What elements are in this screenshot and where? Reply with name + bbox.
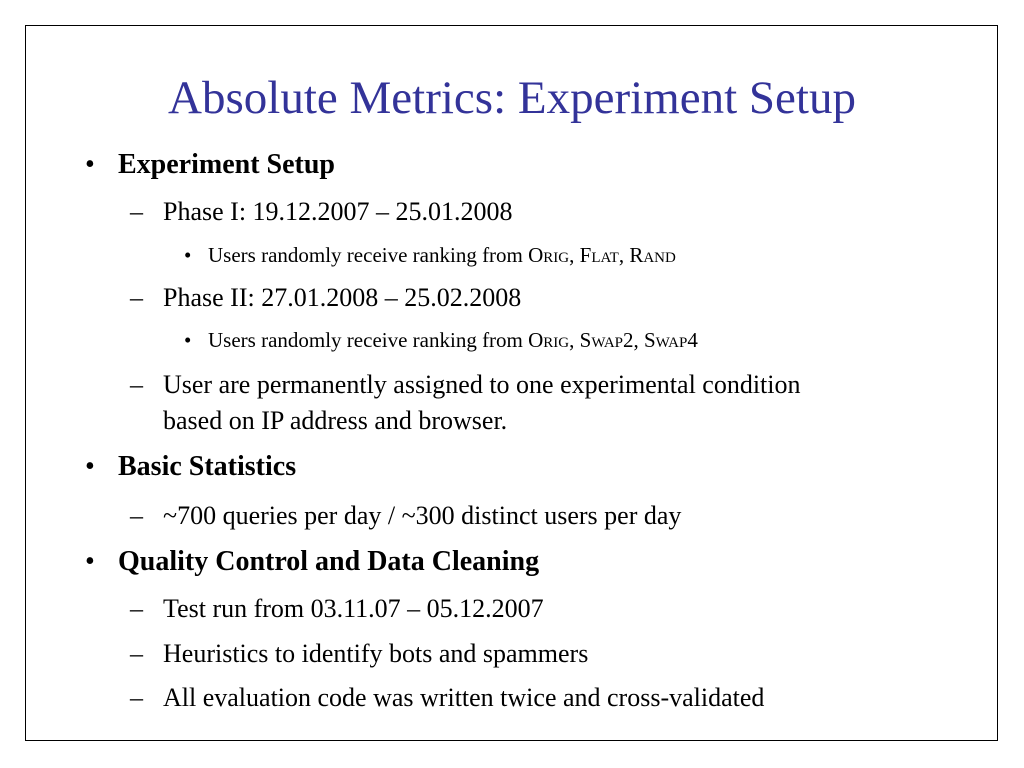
detail-prefix: Users randomly receive ranking from [208, 328, 529, 352]
separator: , [569, 243, 580, 267]
phase-1-detail-text [208, 241, 676, 269]
separator: , [633, 328, 644, 352]
bullet-marker: • [85, 149, 95, 180]
bullet-marker: • [85, 546, 95, 577]
dash-marker: – [130, 370, 143, 399]
method-orig: Orig [528, 328, 570, 352]
statistics-text: ~700 queries per day / ~300 distinct users per day [163, 501, 682, 530]
dash-marker: – [130, 683, 143, 712]
section-heading: Quality Control and Data Cleaning [118, 546, 540, 577]
dash-marker: – [130, 197, 143, 226]
separator: , [618, 243, 630, 267]
bullet-marker: • [184, 328, 192, 352]
dash-marker: – [130, 594, 143, 623]
assignment-line-2: based on IP address and browser. [163, 406, 508, 435]
section-heading: Basic Statistics [118, 451, 297, 482]
method-suffix: 2 [623, 328, 634, 352]
method-rand: Rand [629, 243, 676, 267]
assignment-line-1: User are permanently assigned to one experimental condition [163, 370, 801, 399]
quality-text: Heuristics to identify bots and spammers [163, 639, 589, 668]
bullet-marker: • [85, 451, 95, 482]
slide-title: Absolute Metrics: Experiment Setup [168, 72, 856, 124]
quality-text: Test run from 03.11.07 – 05.12.2007 [163, 594, 544, 623]
method-flat: Flat [579, 243, 619, 267]
phase-2-label: Phase II: 27.01.2008 – 25.02.2008 [163, 283, 522, 312]
section-heading: Experiment Setup [118, 149, 335, 180]
method-swap: Swap [579, 328, 623, 352]
phase-2-detail-text [208, 326, 698, 354]
phase-1-label: Phase I: 19.12.2007 – 25.01.2008 [163, 197, 513, 226]
dash-marker: – [130, 639, 143, 668]
method-swap: Swap [644, 328, 688, 352]
bullet-marker: • [184, 243, 192, 267]
dash-marker: – [130, 283, 143, 312]
separator: , [569, 328, 580, 352]
detail-prefix: Users randomly receive ranking from [208, 243, 529, 267]
quality-text: All evaluation code was written twice and cross-validated [163, 683, 765, 712]
method-orig: Orig [528, 243, 570, 267]
dash-marker: – [130, 501, 143, 530]
method-suffix: 4 [687, 328, 698, 352]
